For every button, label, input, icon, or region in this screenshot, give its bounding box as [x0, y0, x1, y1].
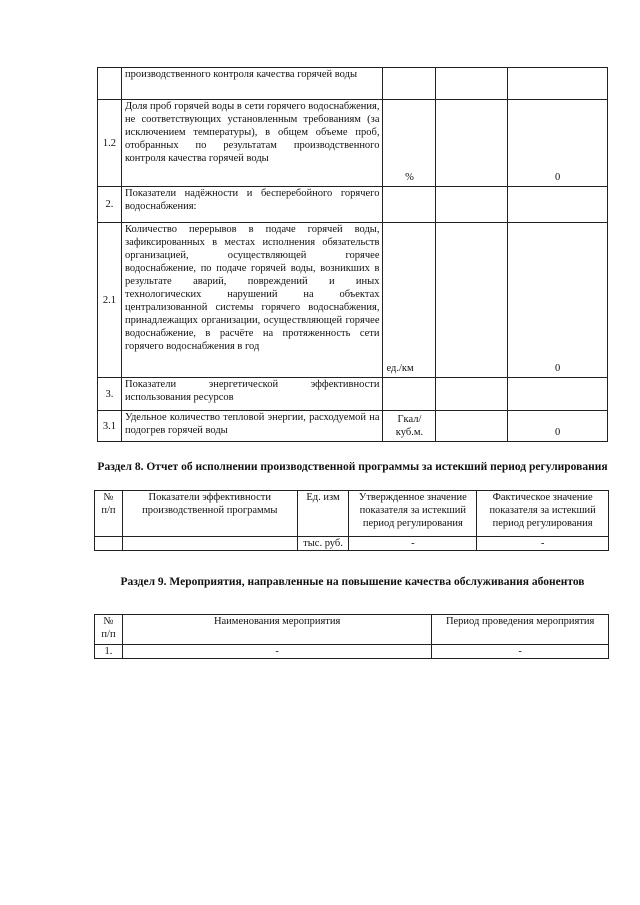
row-number: 3.1: [98, 411, 122, 442]
column-header: Показатели эффективности производственной программы: [122, 491, 297, 537]
row-description: Доля проб горячей воды в сети горячего водоснабжения, не соответствующих установленным требованиям (за исключением температуры), в общем объеме проб, отобранных по результатам производственного контроля качества горячей воды: [121, 100, 383, 187]
table-cell: 1.: [95, 645, 123, 659]
table-cell: [122, 537, 297, 551]
section-8-title: Раздел 8. Отчет об исполнении производственной программы за истекший период регулирования: [97, 461, 608, 473]
row-description: Количество перерывов в подаче горячей воды, зафиксированных в местах исполнения обязательств организацией, осуществляющей горячее водоснабжение, по подаче горячей воды, возникших в результате аварий, повреждений и иных технологических нарушений на объектах централизованной системы горячего водоснабжения, принадлежащих организации, осуществляющей горячее водоснабжение, в расчёте на протяженность сети горячего водоснабжения в год: [121, 223, 383, 378]
table-row: [98, 187, 608, 223]
row-unit: [383, 378, 436, 411]
row-unit: ед./км: [383, 223, 436, 378]
table-cell: -: [432, 645, 609, 659]
column-header: Ед. изм: [297, 491, 349, 537]
row-description: Удельное количество тепловой энергии, расходуемой на подогрев горячей воды: [121, 411, 383, 442]
section-9-title: Раздел 9. Мероприятия, направленные на повышение качества обслуживания абонентов: [120, 576, 585, 588]
table-row: [98, 411, 608, 442]
table-row: [98, 223, 608, 378]
table-row: [98, 100, 608, 187]
row-value: [508, 187, 608, 223]
row-value: 0: [508, 100, 608, 187]
row-unit: [383, 68, 436, 100]
column-header: Фактическое значение показателя за истекший период регулирования: [477, 491, 609, 537]
row-value: [508, 378, 608, 411]
column-header: Наименования мероприятия: [122, 615, 431, 645]
table-cell: -: [122, 645, 431, 659]
table-cell: [95, 537, 123, 551]
row-unit: [383, 187, 436, 223]
table-row: [95, 537, 609, 551]
row-number: [98, 68, 122, 100]
column-header: № п/п: [95, 615, 123, 645]
row-unit: %: [383, 100, 436, 187]
row-number: 2.: [98, 187, 122, 223]
table-header-row: [95, 615, 609, 645]
row-number: 2.1: [98, 223, 122, 378]
table-row: [95, 645, 609, 659]
row-number: 3.: [98, 378, 122, 411]
row-description: производственного контроля качества горячей воды: [121, 68, 383, 100]
table-cell: -: [349, 537, 477, 551]
column-header: Утвержденное значение показателя за истекший период регулирования: [349, 491, 477, 537]
table-cell: -: [477, 537, 609, 551]
table-row: [98, 378, 608, 411]
indicators-table: [97, 67, 608, 442]
row-unit: Гкал/ куб.м.: [383, 411, 436, 442]
row-value: 0: [508, 411, 608, 442]
row-description: Показатели надёжности и бесперебойного горячего водоснабжения:: [121, 187, 383, 223]
row-value: [508, 68, 608, 100]
row-number: 1.2: [98, 100, 122, 187]
section-8-table: [94, 490, 609, 551]
table-cell: тыс. руб.: [297, 537, 349, 551]
column-header: Период проведения мероприятия: [432, 615, 609, 645]
table-row: [98, 68, 608, 100]
column-header: № п/п: [95, 491, 123, 537]
row-description: Показатели энергетической эффективности использования ресурсов: [121, 378, 383, 411]
section-9-table: [94, 614, 609, 659]
table-header-row: [95, 491, 609, 537]
row-value: 0: [508, 223, 608, 378]
